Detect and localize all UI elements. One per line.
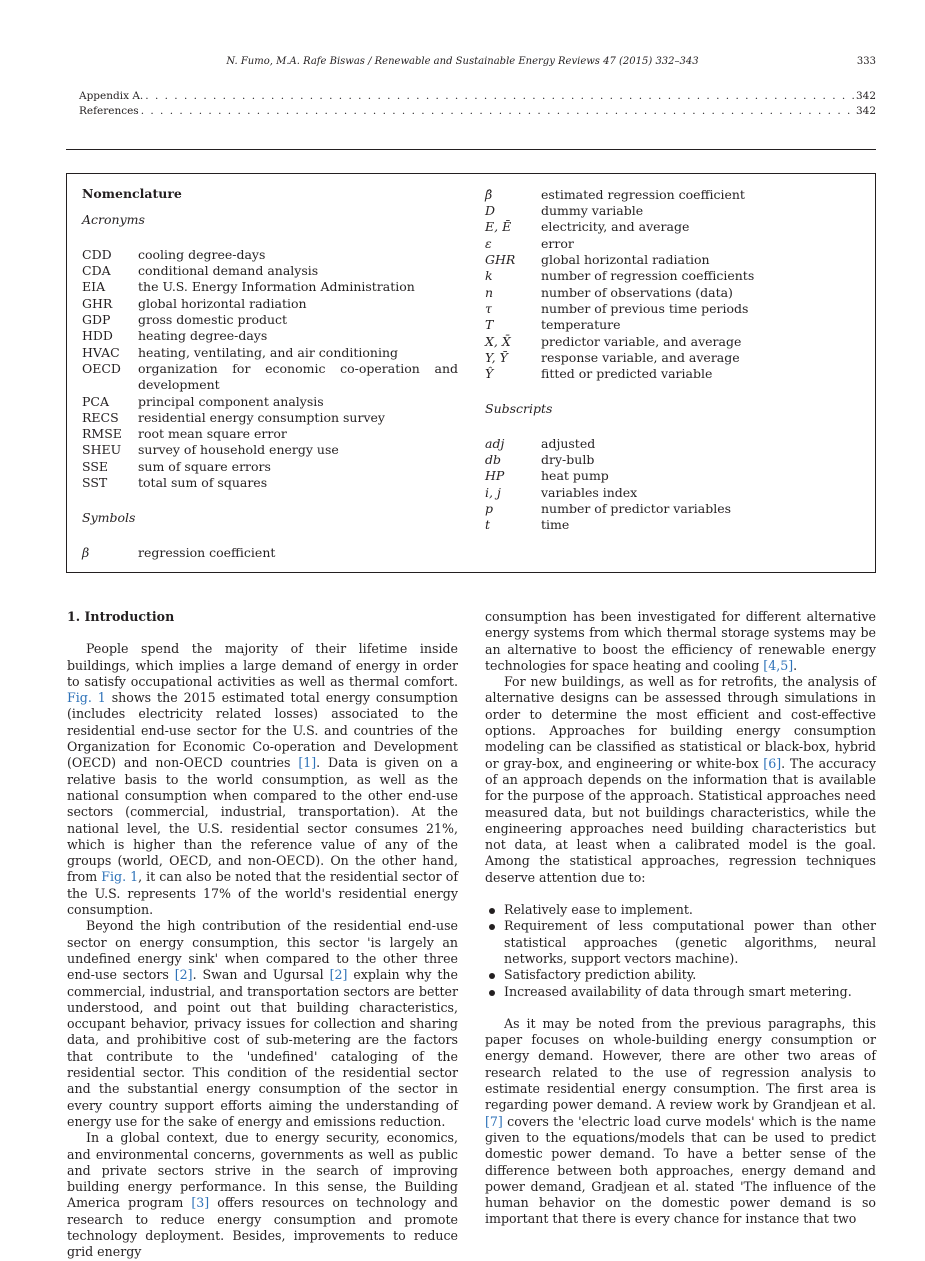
symbol-glyph: β bbox=[82, 545, 90, 560]
text-run: . Data is given on a relative basis to the world consumption, as well as the national consumption when compared to the other end-use sectors (commercial, industrial, transportation). At the national level, the U.S. residential sector consumes 21%, which is higher than the reference value of any of the groups (world, OECD, and non-OECD). On the other hand, from bbox=[67, 755, 458, 885]
acronym-abbr: OECD bbox=[82, 361, 121, 376]
toc-entry-label: Appendix A. bbox=[79, 90, 144, 102]
symbol-def: dummy variable bbox=[541, 203, 644, 218]
acronym-def: heating degree-days bbox=[138, 328, 268, 343]
symbol-glyph: n bbox=[485, 285, 494, 300]
acronym-def: survey of household energy use bbox=[138, 442, 339, 457]
text-run: offers resources on technology and research to reduce energy consumption and promote technology deployment. Besides, improvements to reduce grid energy bbox=[67, 1195, 458, 1260]
nomenclature-box bbox=[66, 173, 876, 573]
right-column bbox=[485, 609, 876, 1228]
symbol-glyph: GHR bbox=[485, 252, 516, 267]
acronym-def: sum of square errors bbox=[138, 459, 271, 474]
symbol-glyph: Y, Ȳ bbox=[485, 350, 508, 365]
subscript-glyph: i, j bbox=[485, 485, 501, 500]
toc-entry[interactable] bbox=[79, 105, 876, 117]
bullet-text: Relatively ease to implement. bbox=[504, 902, 693, 918]
section-title: 1. Introduction bbox=[67, 609, 175, 624]
bullet-dot-icon bbox=[489, 990, 495, 996]
symbol-glyph: ε bbox=[485, 236, 492, 251]
left-column bbox=[67, 609, 458, 1261]
bullet-text: Satisfactory prediction ability. bbox=[504, 967, 697, 983]
text-run: . The accuracy of an approach depends on the information that is available for the purpose of the approach. Statistical approaches need measured data, but not buildings characteristics, while the engineering approaches need building characteristics but not data, at least when a calibrated model is the goal. Among the statistical approaches, regression techniques deserve attention due to: bbox=[485, 755, 876, 885]
acronym-abbr: SST bbox=[82, 475, 108, 490]
symbol-glyph: D bbox=[485, 203, 496, 218]
acronym-abbr: GDP bbox=[82, 312, 111, 327]
acronym-abbr: RECS bbox=[82, 410, 119, 425]
acronym-abbr: EIA bbox=[82, 279, 106, 294]
symbol-def: electricity, and average bbox=[541, 219, 690, 234]
text-run: . Swan and Ugursal bbox=[192, 967, 324, 983]
bullet-item bbox=[485, 967, 876, 983]
paragraph bbox=[67, 1130, 458, 1260]
acronym-def: heating, ventilating, and air conditioning bbox=[138, 345, 399, 360]
acronyms-heading: Acronyms bbox=[82, 212, 145, 227]
text-run: For new buildings, as well as for retrofits, the analysis of alternative designs can be assessed through simulations in order to determine the most efficient and cost-effective options. Approaches for building energy consumption modeling can be classified as statistical or black-box, hybrid or gray-box, and engineering or white-box bbox=[485, 674, 876, 771]
bullet-item bbox=[485, 984, 876, 1000]
acronym-abbr: HDD bbox=[82, 328, 113, 343]
text-run: shows the 2015 estimated total energy consumption (includes electricity related losses) associated to the residential end-use sector for the U.S. and countries of the Organization for Economic Co-operation and Development (OECD) and non-OECD countries bbox=[67, 690, 458, 771]
acronym-abbr: CDA bbox=[82, 263, 111, 278]
text-run: consumption has been investigated for different alternative energy systems from which thermal storage systems may be an alternative to boost the efficiency of renewable energy technologies for space heating and cooling bbox=[485, 609, 876, 673]
acronym-def: total sum of squares bbox=[138, 475, 268, 490]
symbol-def: regression coefficient bbox=[138, 545, 276, 560]
section-divider bbox=[66, 149, 876, 150]
nomenclature-title: Nomenclature bbox=[82, 186, 182, 201]
bullet-item bbox=[485, 918, 876, 967]
symbol-def: predictor variable, and average bbox=[541, 334, 742, 349]
acronym-def: principal component analysis bbox=[138, 394, 324, 409]
paragraph bbox=[67, 918, 458, 1130]
running-header: N. Fumo, M.A. Rafe Biswas / Renewable and Sustainable Energy Reviews 47 (2015) 332–343 bbox=[226, 56, 699, 67]
bullet-text: Increased availability of data through smart metering. bbox=[504, 983, 852, 999]
symbol-def: fitted or predicted variable bbox=[541, 366, 713, 381]
text-run: In a global context, due to energy security, economics, and environmental concerns, governments as well as public and private sectors strive in the search of improving building energy performance. In this sense, the Building America program bbox=[67, 1130, 458, 1211]
symbol-def: number of observations (data) bbox=[541, 285, 733, 300]
text-run: explain why the commercial, industrial, and transportation sectors are better understood, and point out that building characteristics, occupant behavior, privacy issues for collection and sharing data, and prohibitive cost of sub-metering are the factors that contribute to the 'undefined' cataloging of the residential sector. This condition of the residential sector and the substantial energy consumption of the sector in every country support efforts aiming the understanding of energy use for the sake of energy and emissions reduction. bbox=[67, 967, 458, 1129]
subscript-glyph: p bbox=[485, 501, 494, 516]
bullet-dot-icon bbox=[489, 973, 495, 979]
text-run: Beyond the high contribution of the residential end-use sector on energy consumption, this sector 'is largely an undefined energy sink' when compared to the other three end-use sectors bbox=[67, 918, 458, 983]
acronym-def: residential energy consumption survey bbox=[138, 410, 385, 425]
text-run: . bbox=[793, 657, 798, 673]
symbol-glyph: k bbox=[485, 268, 493, 283]
toc-entry-label: References bbox=[79, 105, 139, 117]
subscript-def: heat pump bbox=[541, 468, 609, 483]
acronym-abbr: GHR bbox=[82, 296, 113, 311]
text-run: People spend the majority of their lifetime inside buildings, which implies a large demand of energy in order to satisfy occupational activities as well as thermal comfort. bbox=[67, 641, 458, 689]
toc-entry-page: 342 bbox=[855, 90, 876, 102]
paragraph bbox=[485, 609, 876, 674]
paragraph bbox=[67, 641, 458, 918]
toc-leader-dots bbox=[145, 90, 854, 102]
subscript-def: time bbox=[541, 517, 570, 532]
citation-link[interactable]: [2] bbox=[329, 967, 348, 983]
symbol-def: response variable, and average bbox=[541, 350, 740, 365]
paragraph bbox=[485, 674, 876, 886]
citation-link[interactable]: [1] bbox=[298, 755, 317, 771]
acronym-abbr: CDD bbox=[82, 247, 112, 262]
subscript-glyph: db bbox=[485, 452, 502, 467]
bullet-dot-icon bbox=[489, 908, 495, 914]
toc-entry-page: 342 bbox=[855, 105, 876, 117]
subscript-def: number of predictor variables bbox=[541, 501, 732, 516]
acronym-def: cooling degree-days bbox=[138, 247, 266, 262]
acronym-abbr: SSE bbox=[82, 459, 109, 474]
symbol-def: temperature bbox=[541, 317, 621, 332]
citation-link[interactable]: [2] bbox=[174, 967, 193, 983]
bullet-item bbox=[485, 902, 876, 918]
paragraph bbox=[485, 1016, 876, 1228]
toc-entry[interactable] bbox=[79, 90, 876, 102]
symbol-glyph: T bbox=[485, 317, 494, 332]
subscript-def: dry-bulb bbox=[541, 452, 595, 467]
subscripts-heading: Subscripts bbox=[485, 401, 553, 416]
subscript-glyph: adj bbox=[485, 436, 505, 451]
subscript-glyph: HP bbox=[485, 468, 505, 483]
acronym-def: global horizontal radiation bbox=[138, 296, 307, 311]
acronym-def: organization for economic co-operation and bbox=[138, 361, 458, 376]
symbols-heading: Symbols bbox=[82, 510, 136, 525]
acronym-def-continued: development bbox=[138, 377, 220, 392]
acronym-abbr: HVAC bbox=[82, 345, 120, 360]
acronym-abbr: RMSE bbox=[82, 426, 122, 441]
bullet-dot-icon bbox=[489, 924, 495, 930]
symbol-glyph: X, X̄ bbox=[485, 334, 511, 349]
symbol-def: number of previous time periods bbox=[541, 301, 749, 316]
symbol-glyph: E, Ē bbox=[485, 219, 512, 234]
subscript-def: variables index bbox=[541, 485, 638, 500]
text-run: , it can also be noted that the residential sector of the U.S. represents 17% of the world's residential energy consumption. bbox=[67, 869, 458, 918]
subscript-def: adjusted bbox=[541, 436, 596, 451]
symbol-def: number of regression coefficients bbox=[541, 268, 755, 283]
subscript-glyph: t bbox=[485, 517, 491, 532]
symbol-def: global horizontal radiation bbox=[541, 252, 710, 267]
symbol-glyph: β̂ bbox=[485, 187, 493, 202]
figure-link[interactable]: Fig. 1 bbox=[101, 869, 139, 885]
acronym-abbr: SHEU bbox=[82, 442, 122, 457]
symbol-def: estimated regression coefficient bbox=[541, 187, 745, 202]
page-number: 333 bbox=[856, 56, 876, 67]
acronym-def: conditional demand analysis bbox=[138, 263, 319, 278]
acronym-abbr: PCA bbox=[82, 394, 110, 409]
symbol-glyph: τ bbox=[485, 301, 492, 316]
text-run: As it may be noted from the previous paragraphs, this paper focuses on whole-building energy consumption or energy demand. However, there are other two areas of research related to the use of regression analysis to estimate residential energy consumption. The first area is regarding power demand. A review work by Grandjean et al. bbox=[485, 1015, 876, 1113]
symbol-def: error bbox=[541, 236, 574, 251]
citation-link[interactable]: [6] bbox=[763, 755, 782, 771]
figure-link[interactable]: Fig. 1 bbox=[67, 690, 106, 706]
acronym-def: the U.S. Energy Information Administration bbox=[138, 279, 415, 294]
acronym-def: root mean square error bbox=[138, 426, 287, 441]
bullet-text: Requirement of less computational power than other statistical approaches (genetic algorithms, neural networks, support vectors machine). bbox=[504, 918, 876, 966]
text-run: covers the 'electric load curve models' which is the name given to the equations/models that can be used to predict domestic power demand. To have a better sense of the difference between both approaches, energy demand and power demand, Gradjean et al. stated 'The influence of the human behavior on the domestic power demand is so important that there is every chance for instance that two bbox=[485, 1113, 876, 1227]
citation-link[interactable]: [7] bbox=[485, 1113, 503, 1129]
toc-leader-dots bbox=[141, 105, 854, 117]
citation-link[interactable]: [4,5] bbox=[763, 657, 794, 673]
symbol-glyph: Ŷ bbox=[485, 366, 494, 381]
acronym-def: gross domestic product bbox=[138, 312, 288, 327]
bullet-list bbox=[485, 902, 876, 1000]
citation-link[interactable]: [3] bbox=[191, 1195, 210, 1211]
